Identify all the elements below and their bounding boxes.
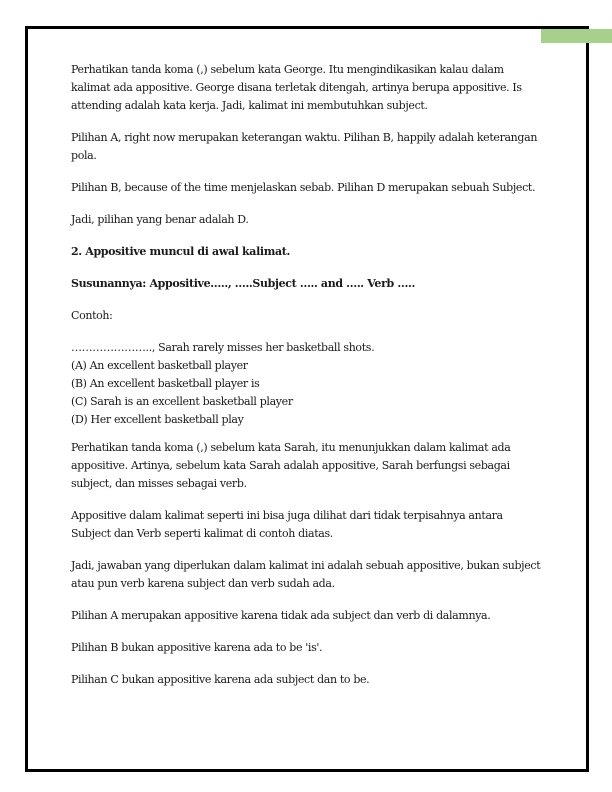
- paragraph-3: Pilihan B, because of the time menjelaskan sebab. Pilihan D merupakan sebuah Subject.: [71, 181, 536, 194]
- option-b: (B) An excellent basketball player is: [71, 377, 260, 390]
- explanation-4: Pilihan A merupakan appositive karena tidak ada subject dan verb di dalamnya.: [71, 609, 491, 622]
- section-heading: 2. Appositive muncul di awal kalimat.: [71, 245, 291, 258]
- example-label: Contoh:: [71, 309, 113, 322]
- document-body: [71, 61, 541, 703]
- question-sentence: ………………….., Sarah rarely misses her basketball shots.: [71, 341, 375, 354]
- explanation-3: Jadi, jawaban yang diperlukan dalam kalimat ini adalah sebuah appositive, bukan subject atau pun verb karena subject dan verb sudah ada.: [71, 559, 541, 590]
- option-d: (D) Her excellent basketball play: [71, 413, 244, 426]
- option-c: (C) Sarah is an excellent basketball player: [71, 395, 293, 408]
- explanation-2: Appositive dalam kalimat seperti ini bisa juga dilihat dari tidak terpisahnya antara Subject dan Verb seperti kalimat di contoh diatas.: [71, 509, 503, 540]
- structure-line: Susunannya: Appositive….., …..Subject ….. and ….. Verb …..: [71, 277, 415, 290]
- example-question: [71, 339, 541, 429]
- paragraph-1: Perhatikan tanda koma (,) sebelum kata George. Itu mengindikasikan kalau dalam kalimat ada appositive. George disana terletak ditengah, artinya berupa appositive. Is attending adalah kata kerja. Jadi, kalimat ini membutuhkan subject.: [71, 63, 522, 112]
- explanation-1: Perhatikan tanda koma (,) sebelum kata Sarah, itu menunjukkan dalam kalimat ada appositive. Artinya, sebelum kata Sarah adalah appositive, Sarah berfungsi sebagai subject, dan misses sebagai verb.: [71, 441, 511, 490]
- paragraph-4: Jadi, pilihan yang benar adalah D.: [71, 213, 249, 226]
- explanation-5: Pilihan B bukan appositive karena ada to be 'is'.: [71, 641, 323, 654]
- accent-tab: [541, 29, 612, 43]
- paragraph-2: Pilihan A, right now merupakan keterangan waktu. Pilihan B, happily adalah keterangan pola.: [71, 131, 538, 162]
- option-a: (A) An excellent basketball player: [71, 359, 248, 372]
- explanation-6: Pilihan C bukan appositive karena ada subject dan to be.: [71, 673, 370, 686]
